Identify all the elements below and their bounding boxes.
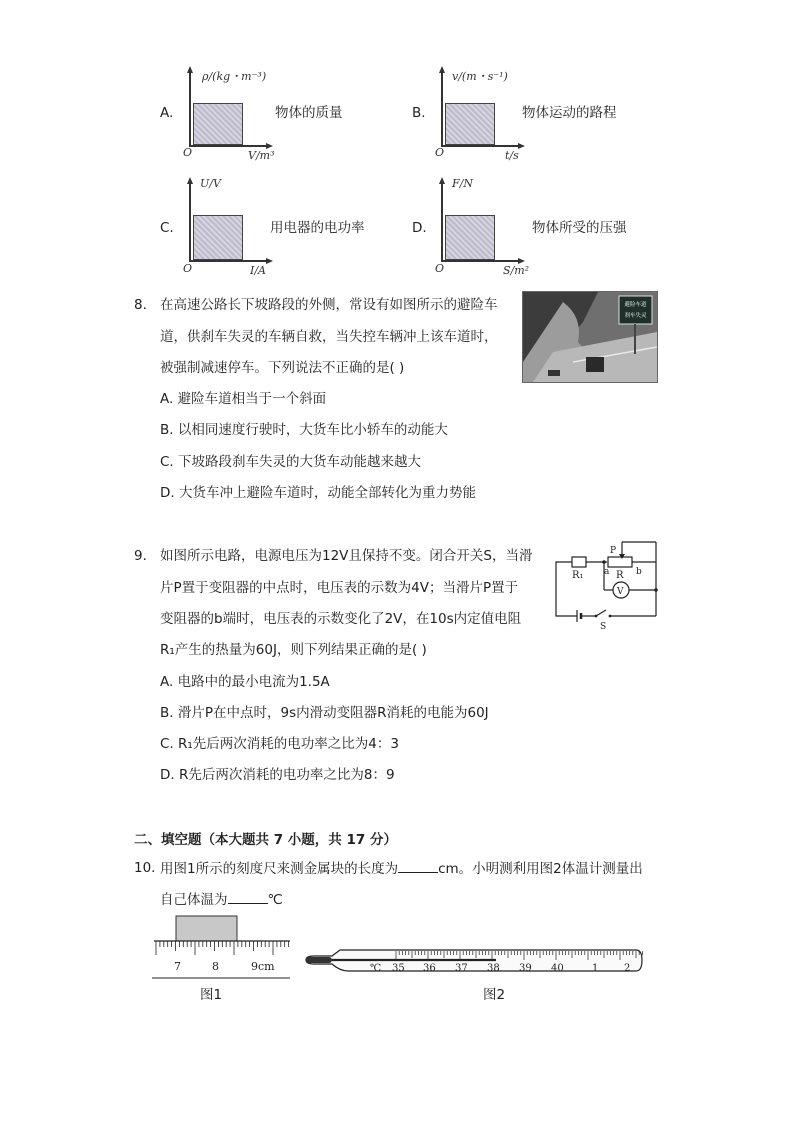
ruler-figure <box>150 912 292 982</box>
x-axis <box>189 145 267 147</box>
option-letter: B. <box>412 105 426 121</box>
option-c: C. R₁先后两次消耗的电功率之比为4：3 <box>160 736 399 752</box>
option-text: 用电器的电功率 <box>270 220 365 236</box>
thermometer-unit-label: ℃ <box>370 963 382 974</box>
y-axis-arrow-icon <box>439 66 445 73</box>
origin-label: O <box>183 146 193 159</box>
option-letter: A. <box>160 105 174 121</box>
option-text: 物体运动的路程 <box>522 105 617 121</box>
x-axis <box>441 145 519 147</box>
y-axis <box>441 183 443 261</box>
option-letter: D. <box>412 220 427 236</box>
x-axis <box>441 260 519 262</box>
option-b: B. 以相同速度行驶时，大货车比小轿车的动能大 <box>160 422 448 438</box>
photo-sign-bottom-text: 刹车失灵 <box>624 313 647 319</box>
r1-label: R₁ <box>572 570 584 581</box>
circuit-diagram <box>550 538 662 630</box>
option-a: A. 电路中的最小电流为1.5A <box>160 674 330 690</box>
figure-1-caption: 图1 <box>200 987 223 1003</box>
thermometer-tick-label: 38 <box>487 963 500 974</box>
question-stem-line: R₁产生的热量为60J，则下列结果正确的是( ) <box>160 642 427 658</box>
option-d: D. 大货车冲上避险车道时，动能全部转化为重力势能 <box>160 485 476 501</box>
stem-text: cm。小明测利用图2体温计测量出 <box>438 861 643 877</box>
origin-label: O <box>183 262 193 275</box>
section-heading: 二、填空题（本大题共 7 小题，共 17 分） <box>134 832 397 848</box>
b-label: b <box>636 567 642 577</box>
question-number: 8. <box>134 297 147 313</box>
y-axis <box>189 183 191 261</box>
y-label: F/N <box>452 177 473 190</box>
escape-lane-photo <box>522 291 658 383</box>
origin-label: O <box>435 146 445 159</box>
voltmeter-label: V <box>617 587 624 597</box>
answer-blank[interactable] <box>228 891 268 904</box>
switch-label: S <box>600 622 607 630</box>
stem-text: ℃ <box>267 892 283 908</box>
thermometer-tick-label: 35 <box>392 963 405 974</box>
option-a: A. 避险车道相当于一个斜面 <box>160 391 327 407</box>
question-stem-line: 变阻器的b端时，电压表的示数变化了2V，在10s内定值电阻 <box>160 611 522 627</box>
question-stem-line: 如图所示电路，电源电压为12V且保持不变。闭合开关S，当滑 <box>160 548 533 564</box>
x-axis-arrow-icon <box>266 258 273 264</box>
r-label: R <box>616 570 624 581</box>
shaded-area <box>193 215 243 260</box>
thermometer-tick-label: 36 <box>423 963 436 974</box>
question-stem-line: 在高速公路长下坡路段的外侧，常设有如图所示的避险车 <box>160 297 498 313</box>
escape-lane-photo-drawing <box>523 292 657 382</box>
question-number: 10. <box>134 860 156 876</box>
question-stem-line: 片P置于变阻器的中点时，电压表的示数为4V；当滑片P置于 <box>160 580 519 596</box>
option-letter: C. <box>160 220 174 236</box>
question-number: 9. <box>134 548 147 564</box>
option-text: 物体所受的压强 <box>532 220 627 236</box>
y-axis-arrow-icon <box>187 177 193 184</box>
ruler-tick-label: 8 <box>212 960 219 973</box>
a-label: a <box>604 567 610 577</box>
option-d: D. R先后两次消耗的电功率之比为8：9 <box>160 767 395 783</box>
origin-label: O <box>435 262 445 275</box>
shaded-area <box>445 103 495 145</box>
photo-sign-top-text: 避险车道 <box>624 302 647 308</box>
x-label: S/m² <box>503 264 530 277</box>
y-label: ρ/(kg・m⁻³) <box>202 70 267 83</box>
y-label: v/(m・s⁻¹) <box>452 70 508 83</box>
question-stem-line-1 <box>160 860 643 877</box>
thermometer-tick-label: 1 <box>592 963 599 974</box>
y-label: U/V <box>200 177 221 190</box>
y-axis-arrow-icon <box>439 177 445 184</box>
ruler-tick-label: 9cm <box>251 960 275 973</box>
shaded-area <box>445 215 495 260</box>
thermometer-tick-label: 2 <box>624 963 631 974</box>
y-axis-arrow-icon <box>187 66 193 73</box>
figure-2-caption: 图2 <box>483 987 506 1003</box>
x-label: V/m³ <box>248 149 275 162</box>
option-b: B. 滑片P在中点时，9s内滑动变阻器R消耗的电能为60J <box>160 705 489 721</box>
stem-text: 用图1所示的刻度尺来测金属块的长度为 <box>160 861 399 877</box>
thermometer-tick-label: 37 <box>455 963 468 974</box>
x-label: t/s <box>505 149 519 162</box>
question-stem-line: 被强制减速停车。下列说法不正确的是( ) <box>160 360 405 376</box>
x-axis-arrow-icon <box>518 143 525 149</box>
option-text: 物体的质量 <box>275 105 343 121</box>
ruler-tick-label: 7 <box>174 960 181 973</box>
question-stem-line-2 <box>160 891 283 908</box>
x-axis <box>189 260 267 262</box>
option-c: C. 下坡路段刹车失灵的大货车动能越来越大 <box>160 454 422 470</box>
y-axis <box>189 72 191 146</box>
thermometer-tick-label: 40 <box>551 963 564 974</box>
thermometer-figure <box>300 944 644 978</box>
shaded-area <box>193 103 243 145</box>
thermometer-tick-label: 39 <box>519 963 532 974</box>
question-stem-line: 道，供刹车失灵的车辆自救，当失控车辆冲上该车道时， <box>160 329 498 345</box>
x-label: I/A <box>250 264 266 277</box>
stem-text: 自己体温为 <box>160 892 228 908</box>
answer-blank[interactable] <box>398 860 438 873</box>
p-label: P <box>610 546 617 556</box>
y-axis <box>441 72 443 146</box>
